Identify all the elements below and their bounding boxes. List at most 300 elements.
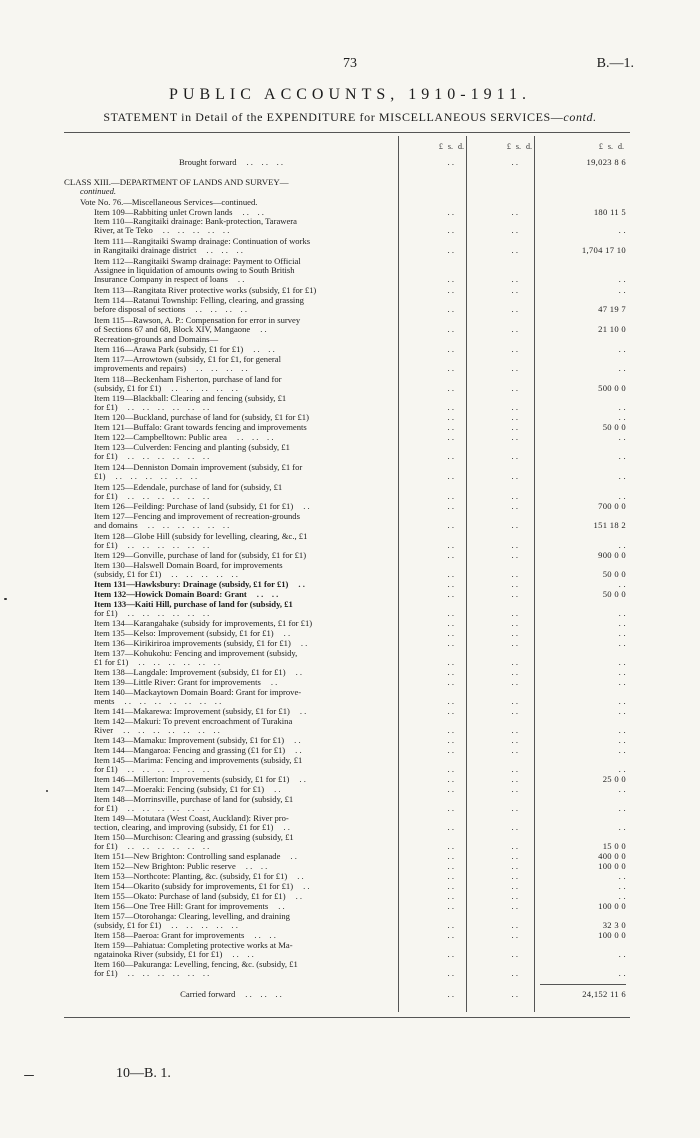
- col-2-value: . .: [511, 451, 518, 461]
- row-description: [64, 570, 398, 579]
- margin-mark: [4, 598, 7, 600]
- row-text: Item 127—Fencing and improvement of recreation-grounds: [94, 511, 300, 521]
- col-2-value: . .: [511, 402, 518, 412]
- row-text: Item 141—Makarewa: Improvement (subsidy, £1 for £1): [94, 706, 290, 716]
- row-text: Item 112—Rangitaiki Swamp drainage: Payment to Official: [94, 256, 301, 266]
- row-text: Item 143—Mamaku: Improvement (subsidy, £1 for £1): [94, 735, 285, 745]
- row-text: for £1): [94, 451, 118, 461]
- row-text: Item 115—Rawson, A. P.: Compensation for error in survey: [94, 315, 301, 325]
- amount: . .: [618, 677, 626, 687]
- col-1-value: . .: [447, 383, 454, 393]
- column-rule-2: [466, 136, 467, 1012]
- amount: . .: [618, 667, 626, 677]
- amount: 15 0 0: [602, 841, 626, 851]
- col-2-value: . .: [511, 579, 518, 589]
- amount: . .: [618, 491, 626, 501]
- row-text: Insurance Company in respect of loans: [94, 274, 228, 284]
- row-description: [64, 433, 398, 442]
- row-leader-dots: . .: [303, 501, 310, 511]
- amount: 50 0 0: [602, 589, 626, 599]
- row-text: continued.: [80, 186, 117, 196]
- amount: . .: [618, 784, 626, 794]
- row-description: [64, 775, 398, 784]
- document-reference: B.—1.: [596, 56, 634, 71]
- col-1-value: . .: [447, 344, 454, 354]
- row-text: Item 110—Rangitaiki drainage: Bank-protection, Tarawera: [94, 216, 297, 226]
- col-2-value: . .: [511, 891, 518, 901]
- amount: . .: [618, 949, 626, 959]
- row-text: for £1): [94, 540, 118, 550]
- row-description: [64, 990, 398, 999]
- column-rule-3: [534, 136, 535, 1012]
- row-text: Item 149—Motutara (West Coast, Auckland): River pro-: [94, 813, 289, 823]
- row-text: Item 151—New Brighton: Controlling sand esplanade: [94, 851, 281, 861]
- col-1-value: . .: [447, 784, 454, 794]
- col-1-value: . .: [447, 803, 454, 813]
- row-description: [64, 950, 398, 959]
- row-leader-dots: . .: [237, 274, 245, 284]
- amount: 100 0 0: [598, 901, 626, 911]
- col-2-value: . .: [511, 383, 518, 393]
- row-leader-dots: . . . . . . . . . . . .: [138, 657, 221, 667]
- row-text: Item 154—Okarito (subsidy for improvements, £1 for £1): [94, 881, 294, 891]
- row-leader-dots: . . . . . . . . . . . .: [127, 968, 210, 978]
- col-1-value: . .: [447, 920, 454, 930]
- row-text: Item 125—Edendale, purchase of land for (subsidy, £1: [94, 482, 283, 492]
- row-text: Vote No. 76.—Miscellaneous Services—continued.: [80, 197, 258, 207]
- row-description: [64, 335, 398, 344]
- row-leader-dots: . .: [297, 871, 304, 881]
- amount: 50 0 0: [602, 569, 626, 579]
- col-2-value: . .: [511, 803, 518, 813]
- row-text: tection, clearing, and improving (subsidy, £1 for £1): [94, 822, 274, 832]
- row-leader-dots: . . . . . . . . . . . .: [115, 471, 198, 481]
- row-leader-dots: . .: [270, 677, 278, 687]
- col-2-value: . .: [511, 696, 518, 706]
- row-text: Item 119—Blackball: Clearing and fencing (subsidy, £1: [94, 393, 287, 403]
- amount: 180 11 5: [593, 207, 626, 217]
- row-description: [64, 717, 398, 726]
- amount: . .: [618, 968, 626, 978]
- row-text: Item 135—Kelso: Improvement (subsidy, £1 for £1): [94, 628, 274, 638]
- col-1-value: . .: [447, 520, 454, 530]
- col-2-value: . .: [511, 638, 518, 648]
- col-1-value: . .: [447, 412, 454, 422]
- row-leader-dots: . . . . . .: [206, 245, 243, 255]
- row-text: Item 134—Karangahake (subsidy for improvements, £1 for £1): [94, 618, 313, 628]
- col-1-value: . .: [447, 706, 454, 716]
- col-1-value: . .: [447, 491, 454, 501]
- row-text: before disposal of sections: [94, 304, 186, 314]
- row-text: Item 131—Hawksbury: Drainage (subsidy, £1 for £1): [94, 579, 289, 589]
- row-text: Carried forward: [180, 989, 236, 999]
- col-1-value: . .: [447, 157, 454, 167]
- row-text: £1): [94, 471, 106, 481]
- col-2-value: . .: [511, 871, 518, 881]
- col-1-value: . .: [447, 628, 454, 638]
- amount: . .: [618, 363, 626, 373]
- amount: . .: [618, 881, 626, 891]
- table-top-rule: [64, 132, 630, 133]
- col-1-value: . .: [447, 540, 454, 550]
- row-description: [64, 629, 398, 638]
- col-2-value: . .: [511, 764, 518, 774]
- row-text: Item 147—Moeraki: Fencing (subsidy, £1 for £1): [94, 784, 265, 794]
- row-description: [64, 590, 398, 599]
- col-2-value: . .: [511, 344, 518, 354]
- row-description: [64, 502, 398, 511]
- row-leader-dots: . . . . . .: [246, 157, 284, 167]
- row-leader-dots: . .: [274, 784, 281, 794]
- row-description: [64, 541, 398, 550]
- row-description: [64, 226, 398, 235]
- row-leader-dots: . .: [303, 881, 310, 891]
- row-leader-dots: . . . . . . . . . . . .: [147, 520, 230, 530]
- col-2-value: . .: [511, 471, 518, 481]
- col-2-value: . .: [511, 285, 518, 295]
- row-text: for £1): [94, 491, 118, 501]
- amount: 700 0 0: [598, 501, 626, 511]
- row-text: Item 144—Mangaroa: Fencing and grassing (£1 for £1): [94, 745, 286, 755]
- row-leader-dots: . . . .: [253, 344, 275, 354]
- row-text: and domains: [94, 520, 138, 530]
- row-leader-dots: . . . . . . . . . . . .: [127, 540, 210, 550]
- row-text: Item 129—Gonville, purchase of land for (subsidy, £1 for £1): [94, 550, 307, 560]
- margin-mark: [24, 1075, 34, 1076]
- col-2-value: . .: [511, 225, 518, 235]
- col-1-value: . .: [447, 618, 454, 628]
- row-description: [64, 804, 398, 813]
- col-2-value: . .: [511, 745, 518, 755]
- col-1-value: . .: [447, 569, 454, 579]
- currency-header-2: £ s. d.: [506, 142, 532, 151]
- row-description: [64, 668, 398, 677]
- col-2-value: . .: [511, 304, 518, 314]
- amount: 25 0 0: [602, 774, 626, 784]
- row-leader-dots: . . . . . . . . . . . .: [127, 803, 210, 813]
- col-1-value: . .: [447, 422, 454, 432]
- amount: . .: [618, 706, 626, 716]
- amount: . .: [618, 618, 626, 628]
- page-title: PUBLIC ACCOUNTS, 1910-1911.: [169, 86, 531, 103]
- col-2-value: . .: [511, 881, 518, 891]
- row-description: [64, 452, 398, 461]
- row-description: [64, 158, 398, 167]
- col-2-value: . .: [511, 157, 518, 167]
- col-1-value: . .: [447, 363, 454, 373]
- row-leader-dots: . . . . . . . . . . . .: [127, 608, 210, 618]
- col-2-value: . .: [511, 677, 518, 687]
- col-1-value: . .: [447, 989, 454, 999]
- row-text: (subsidy, £1 for £1): [94, 383, 162, 393]
- amount: . .: [618, 471, 626, 481]
- amount: 32 3 0: [602, 920, 626, 930]
- col-2-value: . .: [511, 589, 518, 599]
- col-1-value: . .: [447, 471, 454, 481]
- row-text: Item 123—Culverden: Fencing and planting (subsidy, £1: [94, 442, 290, 452]
- row-text: Brought forward: [178, 157, 237, 167]
- row-text: Item 113—Rangitata River protective works (subsidy, £1 for £1): [94, 285, 317, 295]
- col-2-value: . .: [511, 628, 518, 638]
- row-text: of Sections 67 and 68, Block XIV, Mangaone: [94, 324, 251, 334]
- row-text: Item 120—Buckland, purchase of land for (subsidy, £1 for £1): [94, 412, 309, 422]
- row-text: Item 159—Pahiatua: Completing protective works at Ma-: [94, 940, 293, 950]
- row-description: [64, 823, 398, 832]
- row-text: Item 157—Otorohanga: Clearing, levelling, and draining: [94, 911, 290, 921]
- row-leader-dots: . .: [300, 638, 308, 648]
- amount: . .: [618, 696, 626, 706]
- col-1-value: . .: [447, 285, 454, 295]
- amount: 1,704 17 10: [581, 245, 626, 255]
- row-text: improvements and repairs): [94, 363, 187, 373]
- row-text: for £1): [94, 402, 118, 412]
- row-text: Item 114—Ratanui Township: Felling, clearing, and grassing: [94, 295, 304, 305]
- row-leader-dots: . . . . . . . . . .: [171, 569, 238, 579]
- row-description: [64, 521, 398, 530]
- amount: 21 10 0: [598, 324, 626, 334]
- row-description: [64, 765, 398, 774]
- row-description: [64, 275, 398, 284]
- row-text: Item 109—Rabbiting unlet Crown lands: [94, 207, 233, 217]
- col-1-value: . .: [447, 608, 454, 618]
- col-2-value: . .: [511, 412, 518, 422]
- col-2-value: . .: [511, 822, 518, 832]
- row-description: [64, 423, 398, 432]
- row-leader-dots: . . . .: [245, 861, 268, 871]
- row-description: [64, 697, 398, 706]
- row-text: Item 158—Paeroa: Grant for improvements: [94, 930, 245, 940]
- page-subtitle: [0, 110, 700, 125]
- row-description: [64, 658, 398, 667]
- col-2-value: . .: [511, 725, 518, 735]
- row-description: [64, 842, 398, 851]
- col-1-value: . .: [447, 657, 454, 667]
- col-1-value: . .: [447, 274, 454, 284]
- row-text: Item 117—Arrowtown (subsidy, £1 for £1, for general: [94, 354, 281, 364]
- col-1-value: . .: [447, 225, 454, 235]
- col-2-value: . .: [511, 949, 518, 959]
- row-description: [64, 551, 398, 560]
- row-leader-dots: . . . . . . . . . . . .: [127, 491, 210, 501]
- row-description: [64, 902, 398, 911]
- amount: 151 18 2: [593, 520, 626, 530]
- row-description: [64, 969, 398, 978]
- row-leader-dots: . . . . . . . . . . . .: [127, 402, 210, 412]
- col-1-value: . .: [447, 501, 454, 511]
- row-text: (subsidy, £1 for £1): [94, 569, 162, 579]
- row-text: CLASS XIII.—DEPARTMENT OF LANDS AND SURVEY—: [64, 177, 289, 187]
- row-text: ngatainoka River (subsidy, £1 for £1): [94, 949, 223, 959]
- col-2-value: . .: [511, 657, 518, 667]
- amount: . .: [618, 540, 626, 550]
- amount: . .: [618, 412, 626, 422]
- row-description: [64, 852, 398, 861]
- col-1-value: . .: [447, 677, 454, 687]
- row-leader-dots: . . . . . . . . . . . . . .: [124, 696, 222, 706]
- row-description: [64, 862, 398, 871]
- row-text: Item 118—Beckenham Fisherton, purchase of land for: [94, 374, 282, 384]
- row-text: in Rangitaiki drainage district: [94, 245, 197, 255]
- row-text: Item 155—Okato: Purchase of land (subsidy, £1 for £1): [94, 891, 286, 901]
- row-text: Item 139—Little River: Grant for improvements: [94, 677, 261, 687]
- amount: . .: [618, 402, 626, 412]
- row-leader-dots: . . . . . . . . . .: [171, 920, 238, 930]
- row-text: Item 124—Denniston Domain improvement (subsidy, £1 for: [94, 462, 303, 472]
- row-text: (subsidy, £1 for £1): [94, 920, 162, 930]
- col-1-value: . .: [447, 841, 454, 851]
- amount: . .: [618, 432, 626, 442]
- amount: . .: [618, 871, 626, 881]
- col-1-value: . .: [447, 304, 454, 314]
- row-description: [64, 619, 398, 628]
- col-2-value: . .: [511, 608, 518, 618]
- col-2-value: . .: [511, 851, 518, 861]
- col-1-value: . .: [447, 930, 454, 940]
- row-leader-dots: . . . . . . . . . .: [162, 225, 230, 235]
- row-description: [64, 736, 398, 745]
- row-text: Item 111—Rangitaiki Swamp drainage: Continuation of works: [94, 236, 311, 246]
- col-1-value: . .: [447, 432, 454, 442]
- col-1-value: . .: [447, 207, 454, 217]
- col-2-value: . .: [511, 861, 518, 871]
- row-leader-dots: . . . .: [242, 207, 264, 217]
- row-leader-dots: . . . .: [256, 589, 279, 599]
- row-description: [64, 921, 398, 930]
- col-2-value: . .: [511, 540, 518, 550]
- subtitle-text: STATEMENT in Detail of the EXPENDITURE for MISCELLANEOUS SERVICES—: [103, 110, 564, 124]
- col-1-value: . .: [447, 579, 454, 589]
- col-2-value: . .: [511, 930, 518, 940]
- row-text: for £1): [94, 803, 118, 813]
- col-2-value: . .: [511, 501, 518, 511]
- row-description: [64, 286, 398, 295]
- row-leader-dots: . . . . . . . . . . . . . .: [123, 725, 220, 735]
- amount: . .: [618, 225, 626, 235]
- col-1-value: . .: [447, 735, 454, 745]
- row-text: for £1): [94, 968, 118, 978]
- amount: 24,152 11 6: [582, 989, 626, 999]
- row-text: Item 132—Howick Domain Board: Grant: [94, 589, 247, 599]
- amount: . .: [618, 803, 626, 813]
- amount: . .: [618, 725, 626, 735]
- col-2-value: . .: [511, 569, 518, 579]
- col-2-value: . .: [511, 618, 518, 628]
- row-description: [64, 492, 398, 501]
- amount: 19,023 8 6: [586, 157, 626, 167]
- row-leader-dots: . . . . . . . . . .: [171, 383, 238, 393]
- amount: . .: [618, 638, 626, 648]
- row-description: [64, 187, 398, 196]
- row-text: Item 116—Arawa Park (subsidy, £1 for £1): [94, 344, 244, 354]
- row-text: Item 137—Kohukohu: Fencing and improvement (subsidy,: [94, 648, 298, 658]
- row-leader-dots: . . . . . . . .: [195, 304, 247, 314]
- col-2-value: . .: [511, 324, 518, 334]
- col-2-value: . .: [511, 784, 518, 794]
- amount: 900 0 0: [598, 550, 626, 560]
- col-1-value: . .: [447, 881, 454, 891]
- row-leader-dots: . .: [290, 851, 297, 861]
- row-text: £1 for £1): [94, 657, 129, 667]
- col-1-value: . .: [447, 667, 454, 677]
- col-2-value: . .: [511, 968, 518, 978]
- row-description: [64, 325, 398, 334]
- col-1-value: . .: [447, 550, 454, 560]
- row-text: Item 138—Langdale: Improvement (subsidy, £1 for £1): [94, 667, 286, 677]
- amount: . .: [618, 451, 626, 461]
- row-description: [64, 198, 398, 207]
- amount: . .: [618, 764, 626, 774]
- row-text: ments: [94, 696, 115, 706]
- row-text: for £1): [94, 764, 118, 774]
- row-leader-dots: . .: [298, 579, 305, 589]
- row-text: Item 121—Buffalo: Grant towards fencing and improvements: [94, 422, 307, 432]
- row-text: Item 130—Halswell Domain Board, for improvements: [94, 560, 283, 570]
- col-2-value: . .: [511, 491, 518, 501]
- row-text: Item 160—Pakuranga: Levelling, fencing, &c. (subsidy, £1: [94, 959, 298, 969]
- row-leader-dots: . .: [294, 735, 301, 745]
- amount: . .: [618, 822, 626, 832]
- col-1-value: . .: [447, 949, 454, 959]
- row-description: [64, 872, 398, 881]
- col-2-value: . .: [511, 667, 518, 677]
- col-1-value: . .: [447, 968, 454, 978]
- row-description: [64, 345, 398, 354]
- subtitle-continued: contd.: [563, 110, 597, 124]
- row-text: Item 146—Millerton: Improvements (subsidy, £1 for £1): [94, 774, 290, 784]
- margin-mark: [46, 790, 48, 792]
- table-bottom-rule: [64, 1017, 630, 1018]
- amount: . .: [618, 735, 626, 745]
- col-1-value: . .: [447, 745, 454, 755]
- col-1-value: . .: [447, 245, 454, 255]
- col-2-value: . .: [511, 989, 518, 999]
- row-text: Item 152—New Brighton: Public reserve: [94, 861, 236, 871]
- row-text: Item 150—Murchison: Clearing and grassing (subsidy, £1: [94, 832, 294, 842]
- amount: . .: [618, 891, 626, 901]
- col-1-value: . .: [447, 696, 454, 706]
- col-2-value: . .: [511, 363, 518, 373]
- col-1-value: . .: [447, 851, 454, 861]
- row-text: Recreation-grounds and Domains—: [94, 334, 219, 344]
- row-description: [64, 785, 398, 794]
- amount: . .: [618, 628, 626, 638]
- row-description: [64, 882, 398, 891]
- row-description: [64, 364, 398, 373]
- col-1-value: . .: [447, 822, 454, 832]
- amount: . .: [618, 657, 626, 667]
- row-description: [64, 472, 398, 481]
- row-leader-dots: . . . . . . . . . . . .: [127, 764, 210, 774]
- col-1-value: . .: [447, 774, 454, 784]
- row-text: for £1): [94, 608, 118, 618]
- footer-signature: 10—B. 1.: [116, 1066, 171, 1081]
- col-1-value: . .: [447, 861, 454, 871]
- row-description: [64, 707, 398, 716]
- row-description: [64, 678, 398, 687]
- col-2-value: . .: [511, 774, 518, 784]
- total-rule: [540, 984, 626, 985]
- amount: . .: [618, 274, 626, 284]
- amount: 100 0 0: [598, 930, 626, 940]
- col-2-value: . .: [511, 520, 518, 530]
- row-description: [64, 931, 398, 940]
- row-description: [64, 384, 398, 393]
- row-text: for £1): [94, 841, 118, 851]
- row-description: [64, 746, 398, 755]
- col-1-value: . .: [447, 324, 454, 334]
- col-1-value: . .: [447, 725, 454, 735]
- currency-header-1: £ s. d.: [438, 142, 464, 151]
